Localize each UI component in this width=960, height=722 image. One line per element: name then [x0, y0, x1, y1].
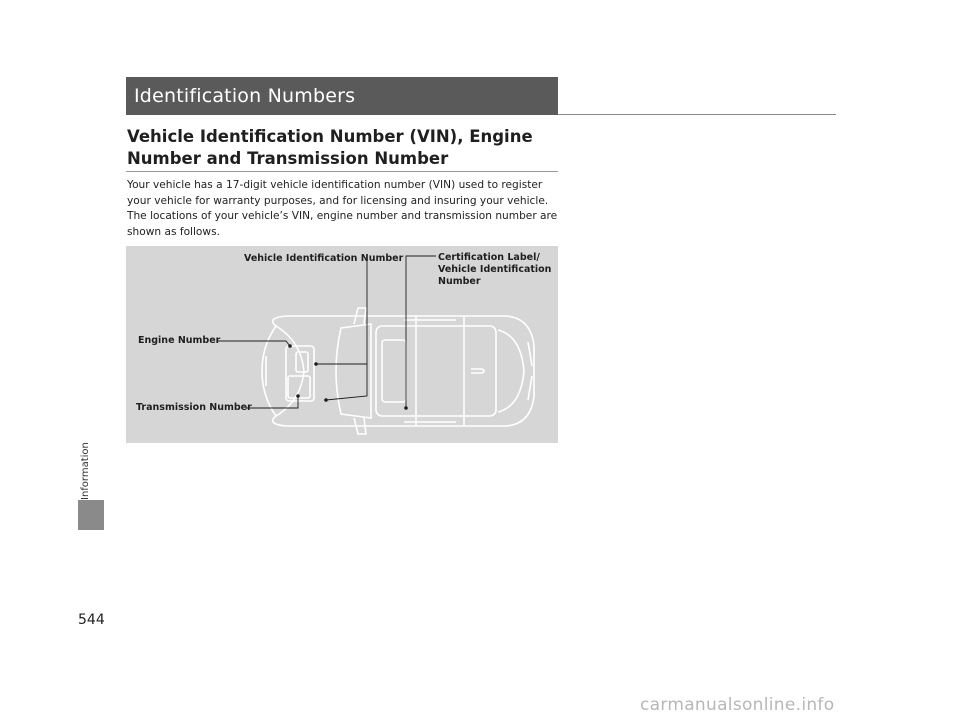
callout-certification-label-line3: Number: [438, 276, 481, 287]
paragraph-1: Your vehicle has a 17-digit vehicle identification number (VIN) used to register your vehicle for warranty purposes, and for licensing and insuring your vehicle.: [127, 179, 549, 207]
vehicle-diagram: [126, 246, 558, 443]
callout-transmission-number: Transmission Number: [136, 402, 252, 413]
page-title: [126, 77, 558, 115]
callout-engine-number: Engine Number: [138, 335, 221, 346]
side-section-tab: [78, 500, 104, 530]
page-number: 544: [78, 612, 105, 628]
title-rule: [558, 114, 836, 115]
callout-certification-label-line1: Certification Label/: [438, 252, 540, 263]
body-text: [127, 178, 567, 240]
section-heading: Vehicle Identification Number (VIN), Engine Number and Transmission Number: [127, 127, 533, 168]
callout-vin: Vehicle Identification Number: [244, 253, 404, 264]
page-title-text: Identification Numbers: [134, 85, 356, 107]
footer-watermark: carmanualsonline.info: [640, 695, 835, 715]
side-section-label: Information: [80, 442, 91, 500]
section-rule: [126, 171, 558, 172]
paragraph-2: The locations of your vehicle’s VIN, engine number and transmission number are shown as follows.: [127, 210, 558, 238]
callout-certification-label-line2: Vehicle Identification: [438, 264, 552, 275]
